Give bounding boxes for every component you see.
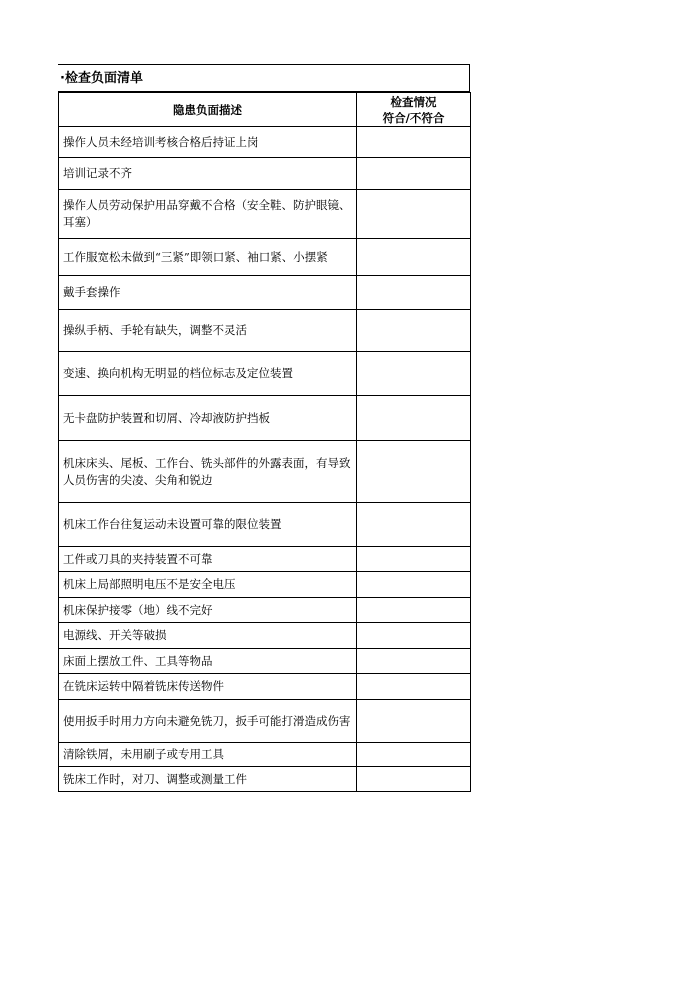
row-status-cell[interactable] xyxy=(357,352,471,396)
row-description: 机床床头、尾板、工作台、铣头部件的外露表面，有导致人员伤害的尖凌、尖角和锐边 xyxy=(59,441,357,503)
row-status-cell[interactable] xyxy=(357,310,471,352)
table-row xyxy=(59,743,471,767)
row-description: 使用扳手时用力方向未避免铣刀，扳手可能打滑造成伤害 xyxy=(59,700,357,743)
table-row xyxy=(59,441,471,503)
row-description: 机床工作台往复运动未设置可靠的限位装置 xyxy=(59,503,357,547)
row-status-cell[interactable] xyxy=(357,743,471,767)
table-row xyxy=(59,623,471,649)
row-description: 戴手套操作 xyxy=(59,276,357,310)
row-description: 在铣床运转中隔着铣床传送物件 xyxy=(59,674,357,700)
table-row xyxy=(59,547,471,572)
row-status-cell[interactable] xyxy=(357,239,471,276)
row-status-cell[interactable] xyxy=(357,572,471,598)
row-description: 机床上局部照明电压不是安全电压 xyxy=(59,572,357,598)
row-status-cell[interactable] xyxy=(357,396,471,441)
row-description: 铣床工作时，对刀、调整或测量工件 xyxy=(59,767,357,792)
table-row xyxy=(59,352,471,396)
row-description: 清除铁屑，未用刷子或专用工具 xyxy=(59,743,357,767)
table-row xyxy=(59,572,471,598)
table-row xyxy=(59,239,471,276)
row-description: 机床保护接零（地）线不完好 xyxy=(59,598,357,623)
header-status xyxy=(357,93,471,127)
header-status-line1: 检查情况 xyxy=(390,94,437,109)
table-row xyxy=(59,190,471,239)
row-status-cell[interactable] xyxy=(357,598,471,623)
table-row xyxy=(59,158,471,190)
row-description: 床面上摆放工件、工具等物品 xyxy=(59,649,357,674)
row-status-cell[interactable] xyxy=(357,700,471,743)
row-status-cell[interactable] xyxy=(357,276,471,310)
row-status-cell[interactable] xyxy=(357,503,471,547)
table-row xyxy=(59,276,471,310)
row-description: 电源线、开关等破损 xyxy=(59,623,357,649)
row-status-cell[interactable] xyxy=(357,674,471,700)
header-status-line2: 符合/不符合 xyxy=(382,110,445,125)
row-status-cell[interactable] xyxy=(357,127,471,158)
table-row xyxy=(59,767,471,792)
checklist-table xyxy=(58,92,471,792)
row-description: 工作服宽松未做到“三紧”即领口紧、袖口紧、小摆紧 xyxy=(59,239,357,276)
row-description: 操作人员未经培训考核合格后持证上岗 xyxy=(59,127,357,158)
table-row xyxy=(59,127,471,158)
table-header-row xyxy=(59,93,471,127)
table-row xyxy=(59,310,471,352)
row-status-cell[interactable] xyxy=(357,190,471,239)
table-row xyxy=(59,396,471,441)
table-row xyxy=(59,503,471,547)
row-status-cell[interactable] xyxy=(357,547,471,572)
row-description: 无卡盘防护装置和切屑、冷却液防护挡板 xyxy=(59,396,357,441)
header-description: 隐患负面描述 xyxy=(59,93,357,127)
row-status-cell[interactable] xyxy=(357,649,471,674)
row-status-cell[interactable] xyxy=(357,158,471,190)
row-status-cell[interactable] xyxy=(357,441,471,503)
checklist-sheet xyxy=(58,64,470,792)
row-description: 培训记录不齐 xyxy=(59,158,357,190)
row-status-cell[interactable] xyxy=(357,767,471,792)
page-title: ·检查负面清单 xyxy=(58,64,470,92)
row-description: 操纵手柄、手轮有缺失，调整不灵活 xyxy=(59,310,357,352)
table-row xyxy=(59,649,471,674)
table-row xyxy=(59,674,471,700)
row-description: 变速、换向机构无明显的档位标志及定位装置 xyxy=(59,352,357,396)
row-description: 工件或刀具的夹持装置不可靠 xyxy=(59,547,357,572)
table-row xyxy=(59,598,471,623)
row-description: 操作人员劳动保护用品穿戴不合格（安全鞋、防护眼镜、耳塞） xyxy=(59,190,357,239)
table-row xyxy=(59,700,471,743)
row-status-cell[interactable] xyxy=(357,623,471,649)
